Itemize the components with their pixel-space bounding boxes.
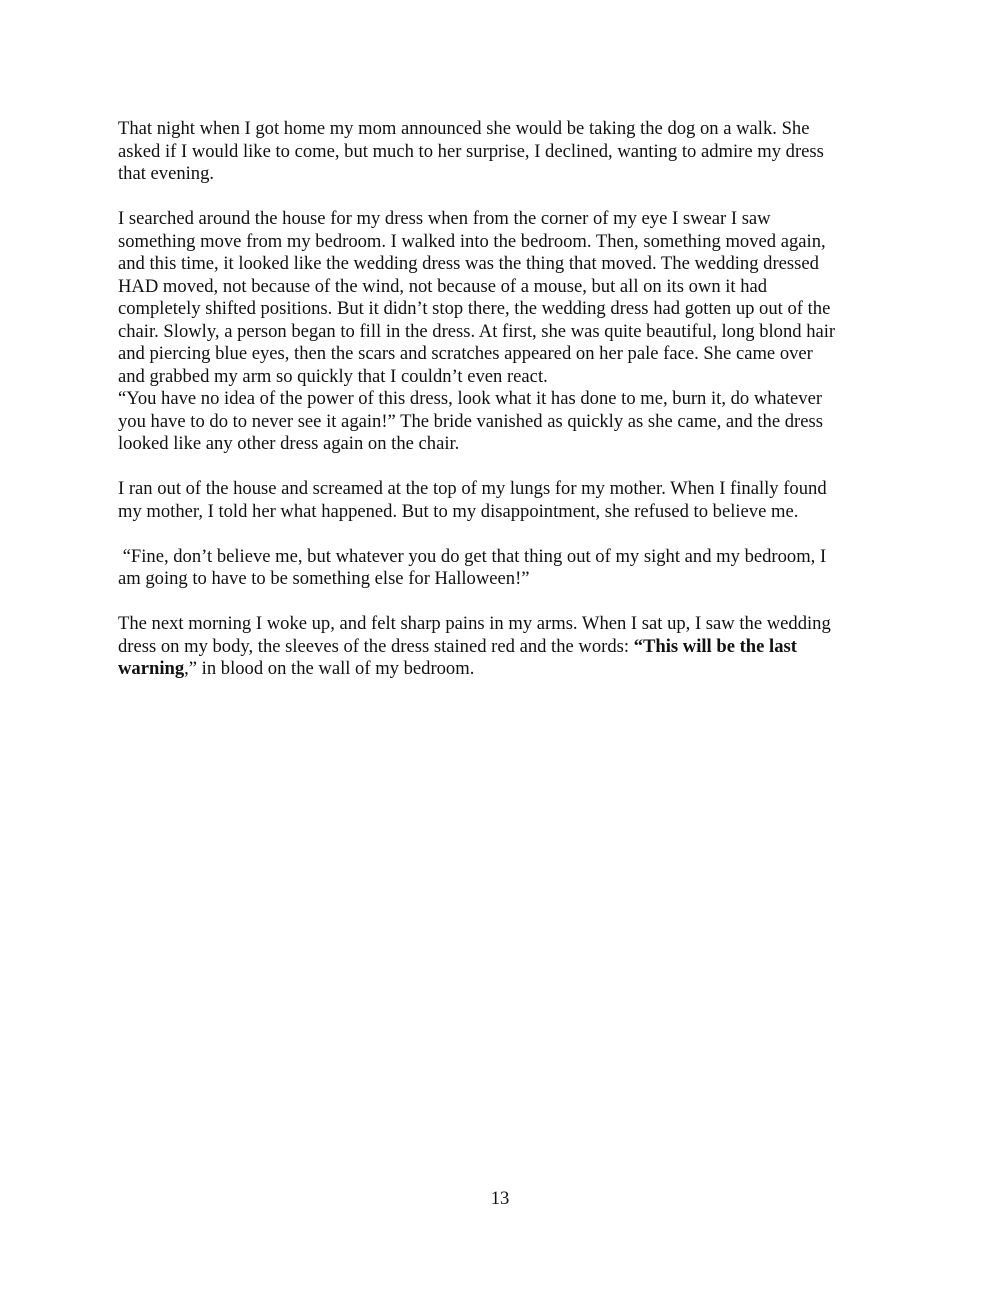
paragraph-next-morning — [118, 613, 888, 681]
text-line: completely shifted positions. But it didn’t stop there, the wedding dress had gotten up out of the — [118, 298, 831, 319]
text-line: I ran out of the house and screamed at the top of my lungs for my mother. When I finally found — [118, 478, 827, 499]
text-line: and this time, it looked like the wedding dress was the thing that moved. The wedding dressed — [118, 253, 819, 274]
text-line — [118, 658, 888, 681]
text-line: The next morning I woke up, and felt sharp pains in my arms. When I sat up, I saw the wedding — [118, 613, 831, 634]
paragraph-quote-fine — [118, 546, 888, 591]
body-text — [118, 118, 888, 681]
paragraph-gap — [118, 523, 888, 546]
text-line: and piercing blue eyes, then the scars and scratches appeared on her pale face. She came over — [118, 343, 813, 364]
text-line: HAD moved, not because of the wind, not because of a mouse, but all on its own it had — [118, 275, 768, 297]
text-line: looked like any other dress again on the chair. — [118, 433, 460, 454]
paragraph-gap — [118, 591, 888, 614]
text-line: my mother, I told her what happened. But to my disappointment, she refused to believe me. — [118, 500, 799, 522]
text-line: you have to do to never see it again!” The bride vanished as quickly as she came, and the dress — [118, 410, 823, 432]
text-line: chair. Slowly, a person began to fill in the dress. At first, she was quite beautiful, long blond hair — [118, 320, 836, 342]
paragraph-gap — [118, 186, 888, 209]
text-line: and grabbed my arm so quickly that I couldn’t even react. — [118, 365, 548, 387]
text-line: am going to have to be something else for Halloween!” — [118, 568, 530, 589]
text-line: asked if I would like to come, but much to her surprise, I declined, wanting to admire my dress — [118, 140, 824, 162]
paragraph-gap — [118, 456, 888, 479]
text-segment: dress on my body, the sleeves of the dress stained red and the words: — [118, 635, 634, 657]
paragraph-dress-moves — [118, 208, 888, 456]
text-line: I searched around the house for my dress when from the corner of my eye I swear I saw — [118, 208, 771, 229]
text-segment: ,” in blood on the wall of my bedroom. — [184, 658, 475, 679]
text-line: “Fine, don’t believe me, but whatever you do get that thing out of my sight and my bedroom, I — [118, 545, 827, 567]
page-number: 13 — [490, 1188, 510, 1209]
text-line: that evening. — [118, 163, 215, 184]
bold-warning-text: warning — [118, 658, 185, 679]
text-line — [118, 636, 888, 659]
paragraph-ran-out — [118, 478, 888, 523]
text-line: That night when I got home my mom announced she would be taking the dog on a walk. She — [118, 118, 810, 139]
text-line: something move from my bedroom. I walked into the bedroom. Then, something moved again, — [118, 230, 826, 252]
paragraph-walk — [118, 118, 888, 186]
bold-warning-text: “This will be the last — [633, 635, 797, 657]
text-line: “You have no idea of the power of this dress, look what it has done to me, burn it, do whatever — [118, 388, 823, 409]
